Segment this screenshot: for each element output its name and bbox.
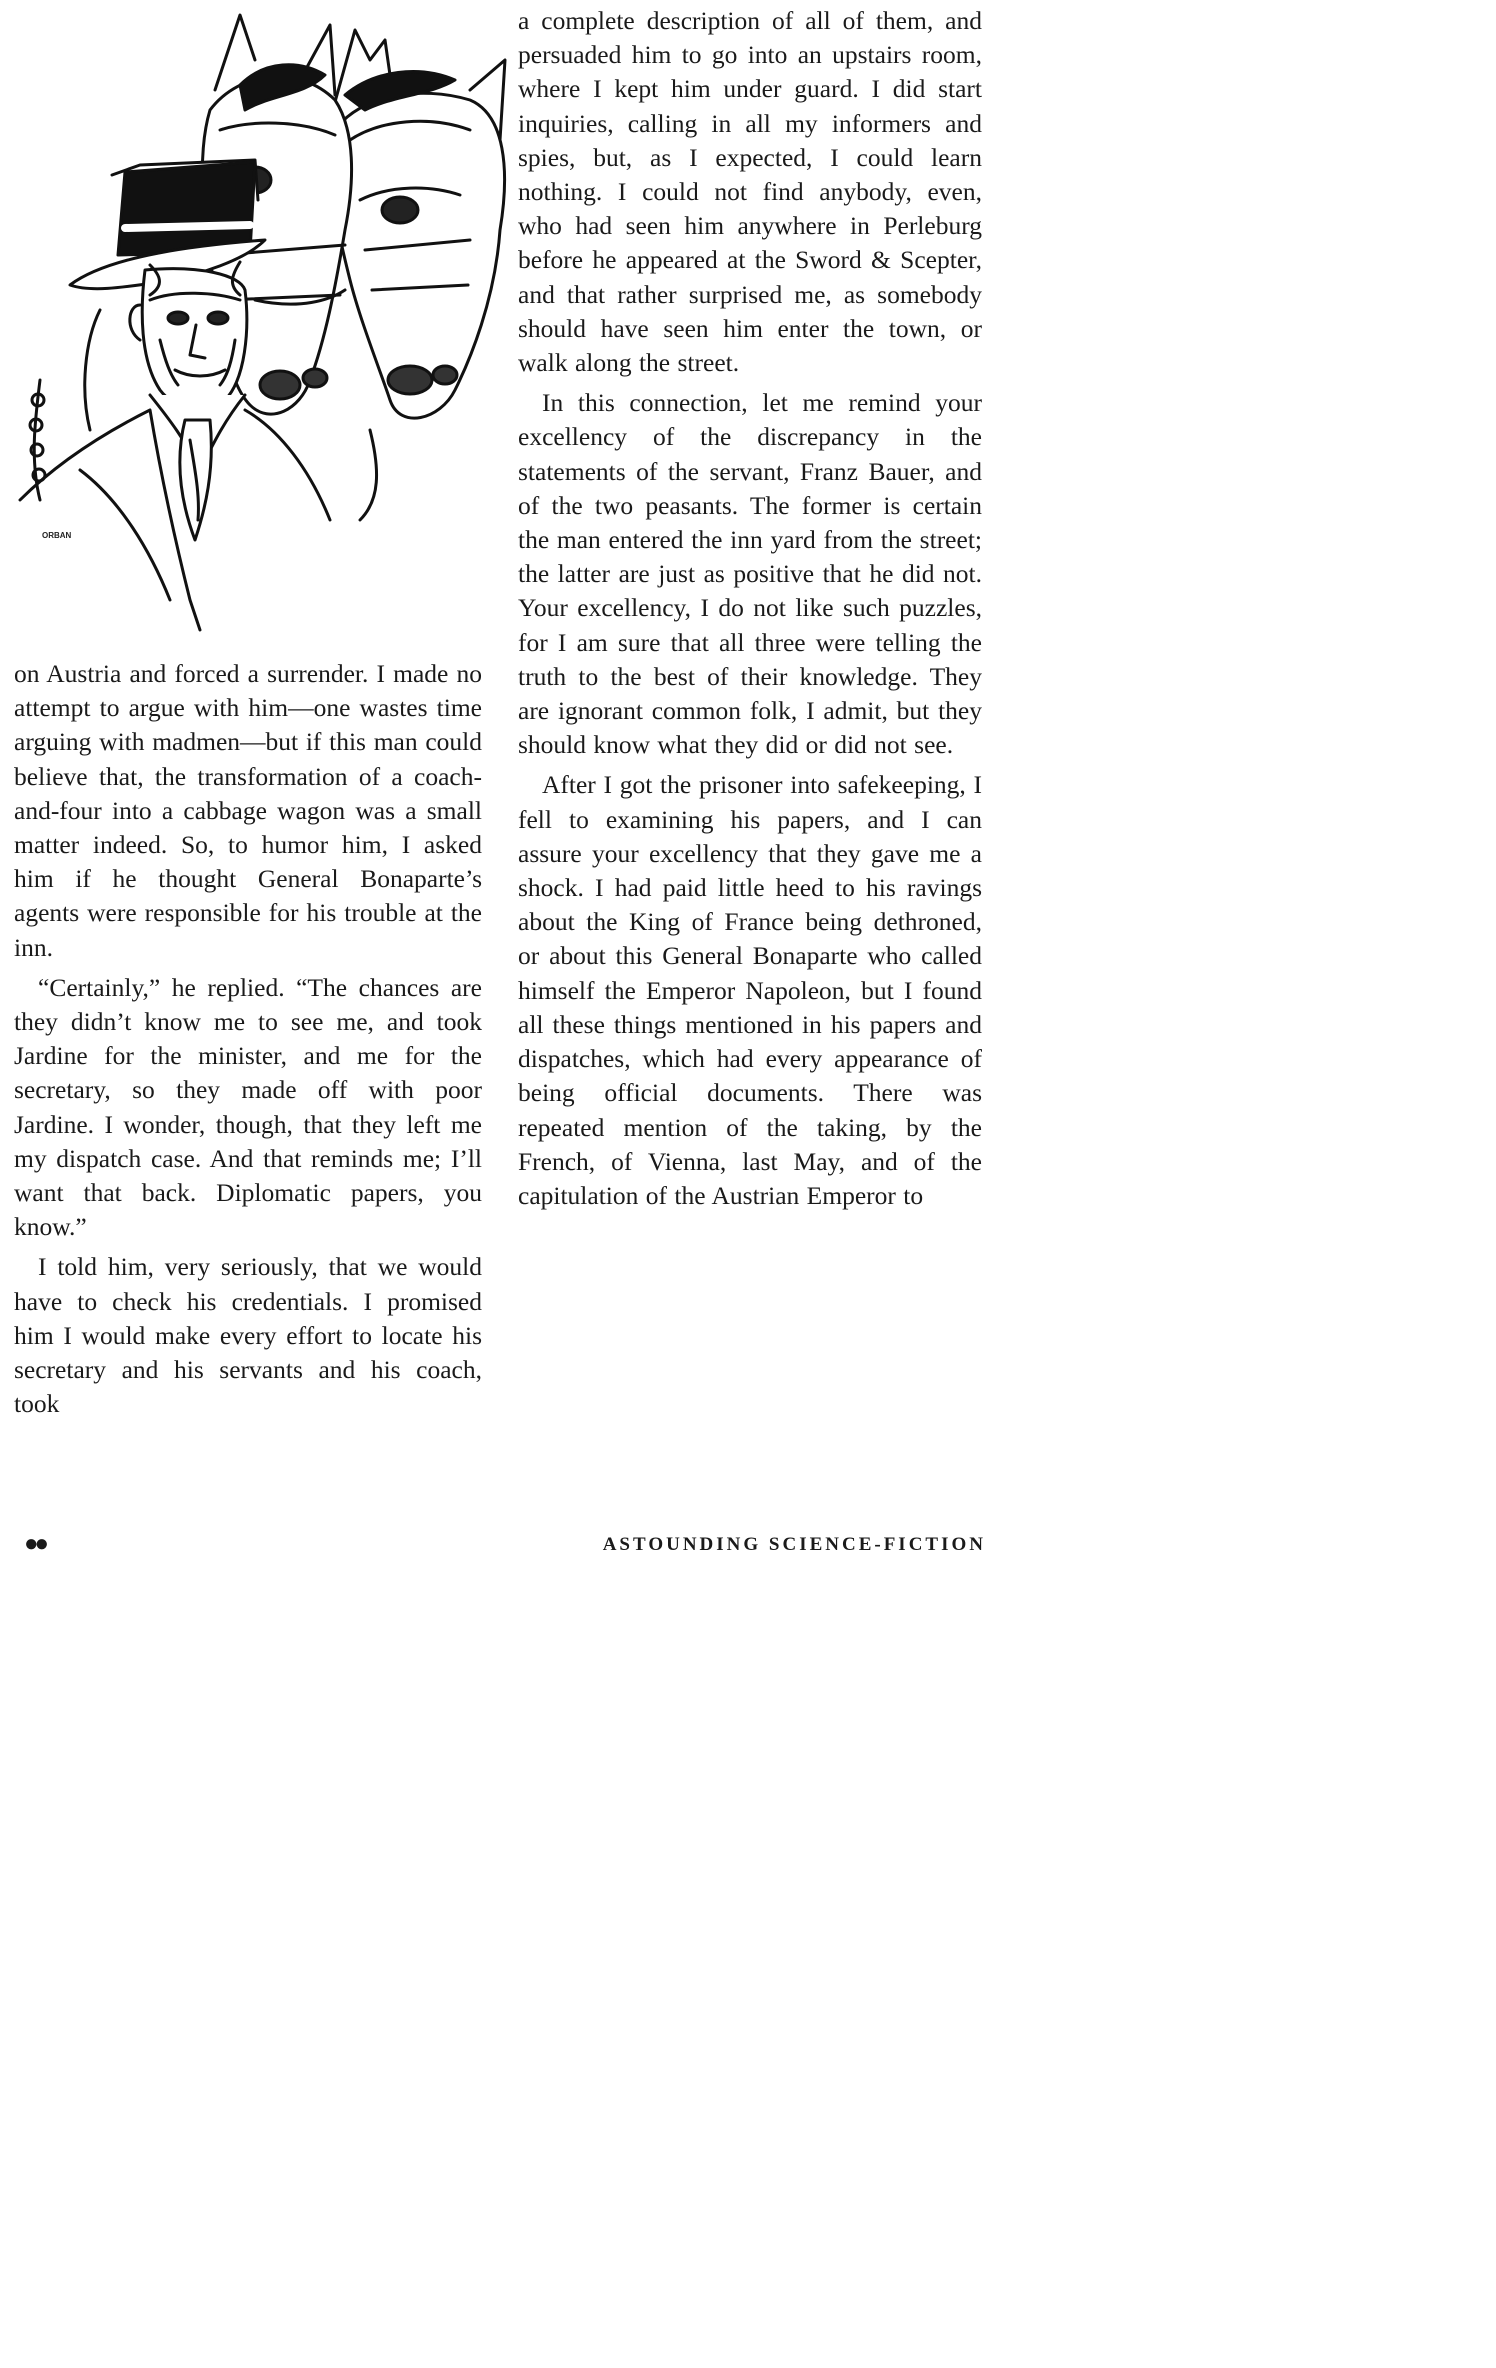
left-paragraph-1: on Austria and forced a surrender. I made no attempt to argue with him—one wastes time arguing with madmen—but if this man could believe that, the transformation of a coach-and-four into a cabbage wagon was a small matter indeed. So, to humor him, I asked him if he thought General Bonaparte’s agents were responsible for his trouble at the inn. — [14, 659, 482, 962]
illustrator-signature: ORBAN — [42, 531, 72, 540]
left-column — [14, 657, 482, 1427]
right-paragraph-3: After I got the prisoner into safekeeping, I fell to examining his papers, and I can assure your excellency that they gave me a shock. I had paid little heed to his ravings about the King of France being dethroned, or about this General Bonaparte who called himself the Emperor Napoleon, but I found all these things mentioned in his papers and dispatches, which had every appearance of being official documents. There was repeated mention of the taking, by the French, of Vienna, last May, and of the capitulation of the Austrian Emperor to — [518, 770, 982, 1210]
story-illustration — [0, 0, 515, 648]
left-paragraph-3: I told him, very seriously, that we would have to check his credentials. I promised him I would make every effort to locate his secretary and his servants and his coach, took — [14, 1252, 482, 1419]
magazine-title: ASTOUNDING SCIENCE-FICTION — [602, 1534, 986, 1555]
page-number-mark: ●● — [24, 1531, 45, 1557]
left-paragraph-2: “Certainly,” he replied. “The chances are they didn’t know me to see me, and took Jardine for the minister, and me for the secretary, so they made off with poor Jardine. I wonder, though, that they left me my dispatch case. And that reminds me; I’ll want that back. Diplomatic papers, you know.” — [14, 972, 482, 1242]
right-paragraph-1: a complete description of all of them, and persuaded him to go into an upstairs room, where I kept him under guard. I did start inquiries, calling in all my informers and spies, but, as I expected, I could learn nothing. I could not find anybody, even, who had seen him anywhere in Perleburg before he appeared at the Sword & Scepter, and that rather surprised me, as somebody should have seen him enter the town, or walk along the street. — [518, 6, 982, 378]
man-in-top-hat-with-two-horses-illustration — [0, 0, 515, 648]
right-paragraph-2: In this connection, let me remind your excellency of the discrepancy in the statements of the servant, Franz Bauer, and of the two peasants. The former is certain the man entered the inn yard from the street; the latter are just as positive that he did not. Your excellency, I do not like such puzzles, for I am sure that all three were telling the truth to the best of their knowledge. They are ignorant common folk, I admit, but they should know what they did or did not see. — [518, 388, 982, 760]
right-column — [518, 4, 982, 1219]
page-footer — [0, 1530, 1000, 1560]
